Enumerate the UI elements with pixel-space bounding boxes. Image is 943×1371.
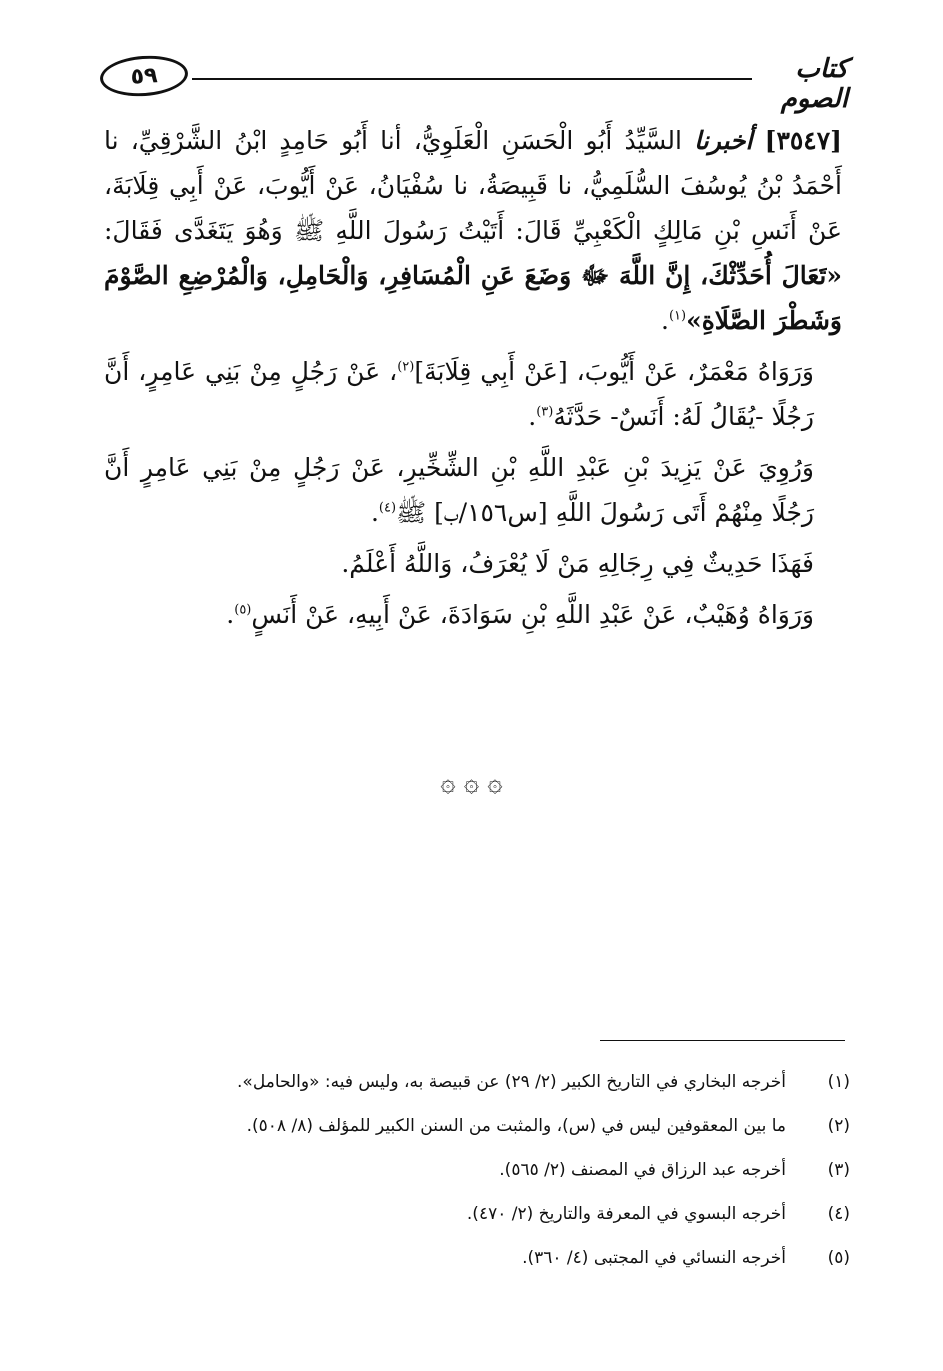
footnote-number: (٥)	[827, 1248, 850, 1268]
footnote-marker: (٥)	[234, 602, 252, 618]
footnote-text: أخرجه النسائي في المجتبى (٤/ ٣٦٠).	[522, 1248, 786, 1268]
paragraph-text: ، عَنْ رَجُلٍ مِنْ بَنِي عَامِرٍ، أَنَّ رَجُلًا -يُقَالُ لَهُ: أَنَسٌ- حَدَّثَهُ	[104, 357, 814, 431]
page-number: ٥٩	[99, 53, 190, 99]
page-header	[100, 52, 848, 114]
paragraph-wuhayb	[104, 592, 842, 637]
main-text	[104, 118, 842, 643]
period: .	[660, 306, 669, 335]
hadith-number: [٣٥٤٧]	[764, 126, 842, 155]
footnote-number: (١)	[827, 1072, 850, 1092]
footnote-text: ما بين المعقوفين ليس في (س)، والمثبت من السنن الكبير للمؤلف (٨/ ٥٠٨).	[246, 1116, 786, 1136]
footnote-number: (٤)	[827, 1204, 850, 1224]
footnote-item	[150, 1148, 850, 1192]
header-rule	[192, 78, 752, 80]
footnote-text: أخرجه عبد الرزاق في المصنف (٢/ ٥٦٥).	[499, 1160, 786, 1180]
footnote-number: (٣)	[827, 1160, 850, 1180]
footnote-text: أخرجه البسوي في المعرفة والتاريخ (٢/ ٤٧٠).	[466, 1204, 786, 1224]
paragraph-hadith-3547	[104, 118, 842, 343]
footnote-item	[150, 1060, 850, 1104]
transmission-word: أخبرنا	[694, 126, 753, 155]
footnote-rule	[600, 1040, 845, 1041]
footnotes	[150, 1060, 850, 1280]
paragraph-text: وَرَوَاهُ مَعْمَرٌ، عَنْ أَيُّوبَ، [عَنْ أَبِي قِلَابَةَ]	[414, 357, 814, 386]
footnote-number: (٢)	[827, 1116, 850, 1136]
footnote-marker: (٢)	[397, 359, 415, 375]
paragraph-yazid	[104, 445, 842, 535]
footnote-marker: (٣)	[536, 404, 554, 420]
paragraph-mamar	[104, 349, 842, 439]
footnote-text: أخرجه البخاري في التاريخ الكبير (٢/ ٢٩) عن قبيصة به، وليس فيه: «والحامل».	[237, 1072, 786, 1092]
ornament-divider-icon: ۞ ۞ ۞	[440, 768, 503, 798]
period: .	[226, 600, 235, 629]
footnote-item	[150, 1192, 850, 1236]
period: .	[370, 498, 379, 527]
period: .	[528, 402, 537, 431]
footnote-marker: (١)	[668, 308, 687, 324]
hadith-matn: «تَعَالَ أُحَدِّثْكَ، إِنَّ اللَّهَ ﷻ وَضَعَ عَنِ الْمُسَافِرِ، وَالْحَامِلِ، وَالْمُرْضِعِ الصَّوْمَ وَشَطْرَ الصَّلَاةِ»	[104, 261, 842, 335]
paragraph-text: وَرَوَاهُ وُهَيْبٌ، عَنْ عَبْدِ اللَّهِ بْنِ سَوَادَةَ، عَنْ أَبِيهِ، عَنْ أَنَسٍ	[251, 600, 814, 629]
paragraph-comment	[104, 541, 842, 586]
isnad-text: السَّيِّدُ أَبُو الْحَسَنِ الْعَلَوِيُّ، أنا أَبُو حَامِدٍ ابْنُ الشَّرْقِيِّ، نا أَحْمَدُ بْنُ يُوسُفَ السُّلَمِيُّ، نا قَبِيصَةُ، نا سُفْيَانُ، عَنْ أَيُّوبَ، عَنْ أَبِي قِلَابَةَ، عَنْ أَنَسِ بْنِ مَالِكٍ الْكَعْبِيِّ قَالَ: أَتَيْتُ رَسُولَ اللَّهِ ﷺ وَهُوَ يَتَغَدَّى فَقَالَ:	[104, 126, 842, 245]
footnote-marker: (٤)	[378, 500, 397, 516]
paragraph-text: وَرُوِيَ عَنْ يَزِيدَ بْنِ عَبْدِ اللَّهِ بْنِ الشِّخِّيرِ، عَنْ رَجُلٍ مِنْ بَنِي عَامِرٍ أَنَّ رَجُلًا مِنْهُمْ أَتَى رَسُولَ اللَّهِ [س١٥٦/ب] ﷺ	[104, 453, 814, 527]
footnote-item	[150, 1104, 850, 1148]
book-title: كتاب الصوم	[780, 54, 848, 114]
footnote-item	[150, 1236, 850, 1280]
paragraph-text: فَهَذَا حَدِيثٌ فِي رِجَالِهِ مَنْ لَا يُعْرَفُ، وَاللَّهُ أَعْلَمُ.	[341, 549, 814, 578]
